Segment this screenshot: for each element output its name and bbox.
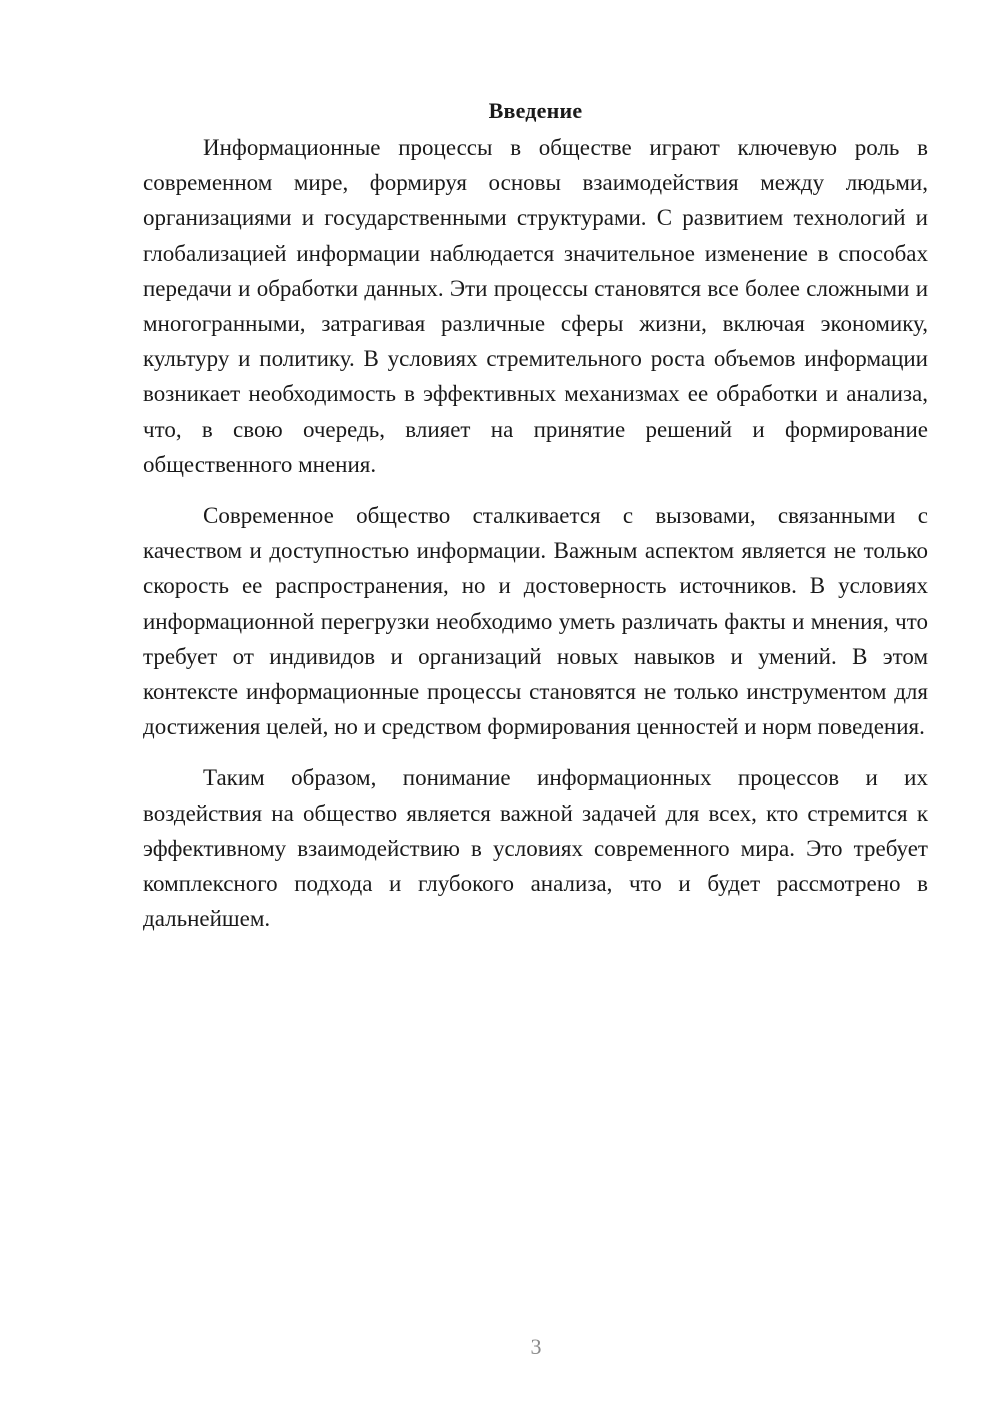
paragraph-3: Таким образом, понимание информационных процессов и их воздействия на общество является важной задачей для всех, кто стремится к эффективному взаимодействию в условиях современного мира. Это требует комплексного подхода и глубокого анализа, что и будет рассмотрено в дальнейшем. [143,765,928,932]
page-content [143,96,928,952]
section-title: Введение [488,98,583,123]
paragraph-1: Информационные процессы в обществе играют ключевую роль в современном мире, формируя основы взаимодействия между людьми, организациями и государственными структурами. С развитием технологий и глобализацией информации наблюдается значительное изменение в способах передачи и обработки данных. Эти процессы становятся все более сложными и многогранными, затрагивая различные сферы жизни, включая экономику, культуру и политику. В условиях стремительного роста объемов информации возникает необходимость в эффективных механизмах ее обработки и анализа, что, в свою очередь, влияет на принятие решений и формирование общественного мнения. [143,135,928,477]
page-number: 3 [530,1334,542,1359]
paragraph-2: Современное общество сталкивается с вызовами, связанными с качеством и доступностью информации. Важным аспектом является не только скорость ее распространения, но и достоверность источников. В условиях информационной перегрузки необходимо уметь различать факты и мнения, что требует от индивидов и организаций новых навыков и умений. В этом контексте информационные процессы становятся не только инструментом для достижения целей, но и средством формирования ценностей и норм поведения. [143,503,928,740]
